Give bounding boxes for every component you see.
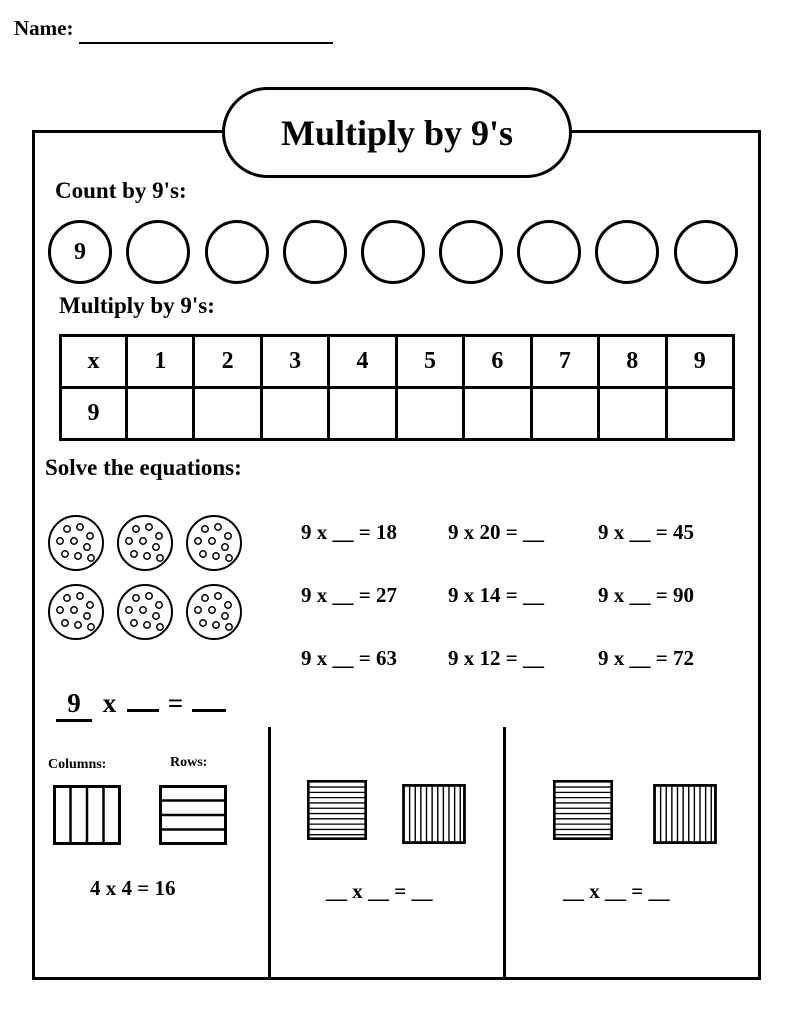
table-answer-cell[interactable] <box>396 388 463 440</box>
section-divider <box>268 727 271 980</box>
section-divider <box>503 727 506 980</box>
name-label: Name: <box>14 16 74 40</box>
count-circle[interactable] <box>517 220 581 284</box>
table-header-cell: 5 <box>396 336 463 388</box>
equation[interactable]: 9 x 20 = __ <box>448 520 544 544</box>
worksheet-title: Multiply by 9's <box>222 87 572 178</box>
name-blank-line[interactable] <box>79 42 333 44</box>
plate-dots-icon <box>185 583 243 641</box>
multiplication-table <box>59 334 735 441</box>
equation[interactable]: 9 x __ = 90 <box>598 583 694 607</box>
count-circle[interactable] <box>595 220 659 284</box>
count-heading: Count by 9's: <box>55 178 187 203</box>
rows-label: Rows: <box>170 755 208 770</box>
columns-array-icon <box>400 784 468 844</box>
rows-array-icon <box>549 780 617 840</box>
count-circle[interactable] <box>283 220 347 284</box>
rows-array-icon <box>303 780 371 840</box>
count-circle[interactable] <box>361 220 425 284</box>
plate-dots-icon <box>185 514 243 572</box>
count-circle[interactable] <box>674 220 738 284</box>
table-header-cell: 1 <box>127 336 194 388</box>
equation[interactable]: 9 x 12 = __ <box>448 646 544 670</box>
plate-equation-answer-blank[interactable] <box>192 709 226 712</box>
table-heading: Multiply by 9's: <box>59 293 215 318</box>
solve-heading: Solve the equations: <box>45 455 242 480</box>
plate-equation <box>56 688 226 722</box>
answer-blank-equation[interactable]: __ x __ = __ <box>326 879 433 903</box>
plate-dots-icon <box>116 514 174 572</box>
columns-label: Columns: <box>48 757 107 772</box>
table-answer-cell[interactable] <box>599 388 666 440</box>
columns-array-icon <box>651 784 719 844</box>
table-answer-cell[interactable] <box>464 388 531 440</box>
example-answer: 4 x 4 = 16 <box>90 876 176 900</box>
table-header-cell: x <box>61 336 127 388</box>
table-header-cell: 8 <box>599 336 666 388</box>
answer-blank-equation[interactable]: __ x __ = __ <box>563 879 670 903</box>
table-answer-cell[interactable] <box>666 388 734 440</box>
equation[interactable]: 9 x __ = 45 <box>598 520 694 544</box>
table-header-cell: 7 <box>531 336 598 388</box>
equation[interactable]: 9 x __ = 18 <box>301 520 397 544</box>
table-header-cell: 3 <box>261 336 328 388</box>
rows-array-icon <box>159 785 227 845</box>
equation[interactable]: 9 x __ = 63 <box>301 646 397 670</box>
table-answer-row <box>61 388 734 440</box>
table-answer-cell[interactable] <box>261 388 328 440</box>
plate-dots-icon <box>47 514 105 572</box>
plate-dots-icon <box>47 583 105 641</box>
table-row-label: 9 <box>61 388 127 440</box>
table-header-cell: 2 <box>194 336 261 388</box>
count-circle[interactable] <box>126 220 190 284</box>
table-header-cell: 9 <box>666 336 734 388</box>
columns-array-icon <box>53 785 121 845</box>
count-circle[interactable] <box>205 220 269 284</box>
plate-equation-equals: = <box>167 688 184 718</box>
plate-equation-blank[interactable] <box>127 709 159 712</box>
table-header-cell: 6 <box>464 336 531 388</box>
equation[interactable]: 9 x __ = 72 <box>598 646 694 670</box>
plate-equation-factor: 9 <box>56 688 92 722</box>
table-answer-cell[interactable] <box>194 388 261 440</box>
table-header-cell: 4 <box>329 336 396 388</box>
equation[interactable]: 9 x 14 = __ <box>448 583 544 607</box>
plate-dots-icon <box>116 583 174 641</box>
table-answer-cell[interactable] <box>127 388 194 440</box>
table-header-row <box>61 336 734 388</box>
table-answer-cell[interactable] <box>329 388 396 440</box>
table-answer-cell[interactable] <box>531 388 598 440</box>
equation[interactable]: 9 x __ = 27 <box>301 583 397 607</box>
plate-equation-times: x <box>102 688 117 718</box>
count-circle[interactable] <box>439 220 503 284</box>
count-circle[interactable]: 9 <box>48 220 112 284</box>
